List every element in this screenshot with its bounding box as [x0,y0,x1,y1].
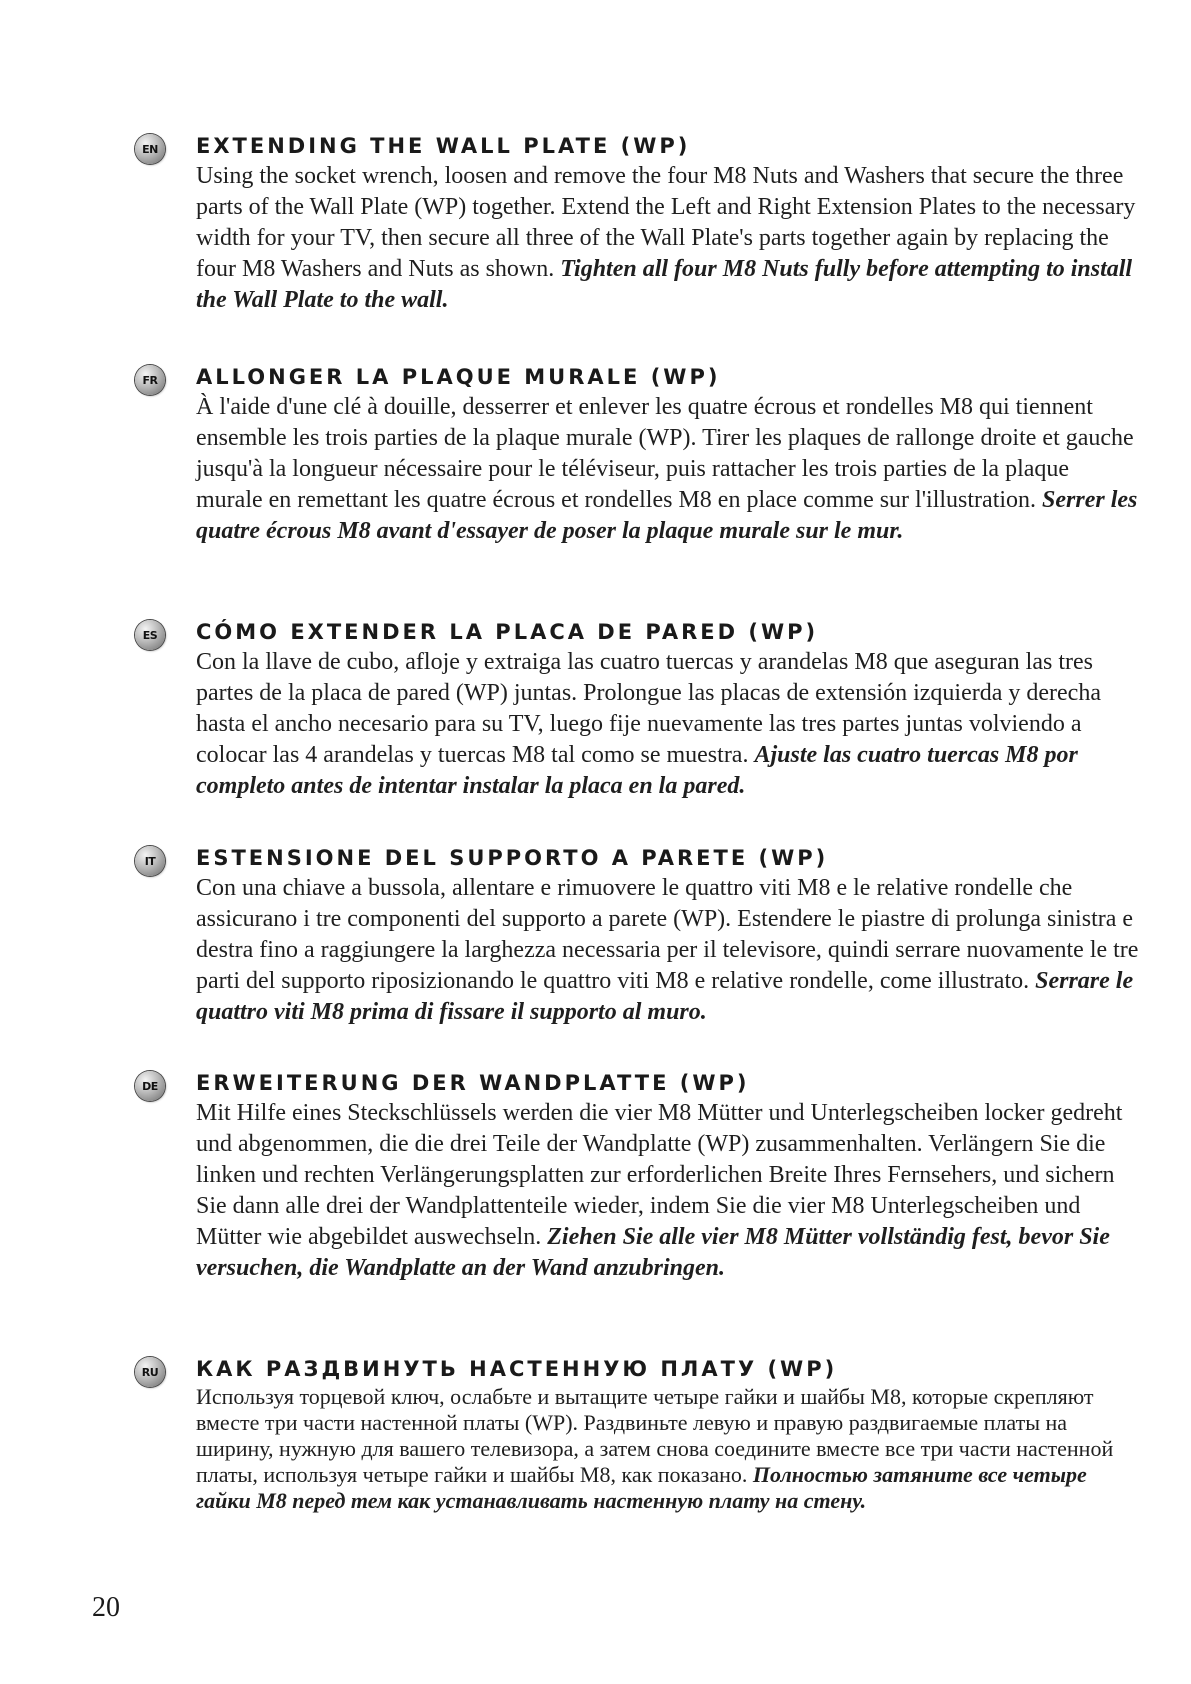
emphasis-text: Ajuste las cuatro tuercas M8 por completo antes de intentar instalar la placa en la pared. [196,742,1078,799]
page-number: 20 [92,1592,120,1623]
language-badge-es-icon: ES [135,620,165,650]
body-text: À l'aide d'une clé à douille, desserrer et enlever les quatre écrous et rondelles M8 qui tiennent ensemble les trois parties de la plaque murale (WP). Tirer les plaques de rallonge droite et gauche jusqu'à la longueur nécessaire pour le téléviseur, puis rattacher les trois parties de la plaque murale en remettant les quatre écrous et rondelles M8 en place comme sur l'illustration. [196,394,1134,513]
emphasis-text: Serrare le quattro viti M8 prima di fissare il supporto al muro. [196,968,1134,1025]
language-badge-de-icon: DE [135,1071,165,1101]
section-body [196,873,1141,1028]
emphasis-text: Полностью затяните все четыре гайки M8 перед тем как устанавливать настенную плату на стену. [196,1462,1087,1513]
body-text: Используя торцевой ключ, ослабьте и вытащите четыре гайки и шайбы M8, которые скрепляют вместе три части настенной платы (WP). Раздвиньте левую и правую раздвигаемые платы на ширину, нужную для вашего телевизора, а затем снова соедините вместе все три части настенной платы, используя четыре гайки и шайбы M8, как показано. [196,1384,1114,1487]
section-body [196,1098,1141,1284]
section-body [196,161,1141,316]
section-heading: ESTENSIONE DEL SUPPORTO A PARETE (WP) [196,846,829,870]
section-heading: ERWEITERUNG DER WANDPLATTE (WP) [196,1071,750,1095]
emphasis-text: Tighten all four M8 Nuts fully before attempting to install the Wall Plate to the wall. [196,256,1133,313]
section-body [196,392,1141,547]
section-heading: КАК РАЗДВИНУТЬ НАСТЕННУЮ ПЛАТУ (WP) [196,1357,838,1381]
emphasis-text: Serrer les quatre écrous M8 avant d'essayer de poser la plaque murale sur le mur. [196,487,1138,544]
section-body [196,647,1141,802]
section-body [196,1384,1141,1514]
section-heading: ALLONGER LA PLAQUE MURALE (WP) [196,365,721,389]
section-heading: CÓMO EXTENDER LA PLACA DE PARED (WP) [196,620,819,644]
language-badge-fr-icon: FR [135,365,165,395]
language-badge-it-icon: IT [135,846,165,876]
language-badge-ru-icon: RU [135,1357,165,1387]
emphasis-text: Ziehen Sie alle vier M8 Mütter vollständig fest, bevor Sie versuchen, die Wandplatte an der Wand anzubringen. [196,1224,1110,1281]
section-heading: EXTENDING THE WALL PLATE (WP) [196,134,691,158]
body-text: Con la llave de cubo, afloje y extraiga las cuatro tuercas y arandelas M8 que aseguran las tres partes de la placa de pared (WP) juntas. Prolongue las placas de extensión izquierda y derecha hasta el ancho necesario para su TV, luego fije nuevamente las tres partes juntas volviendo a colocar las 4 arandelas y tuercas M8 tal como se muestra. [196,649,1101,768]
body-text: Con una chiave a bussola, allentare e rimuovere le quattro viti M8 e le relative rondelle che assicurano i tre componenti del supporto a parete (WP). Estendere le piastre di prolunga sinistra e destra fino a raggiungere la larghezza necessaria per il televisore, quindi serrare nuovamente le tre parti del supporto riposizionando le quattro viti M8 e relative rondelle, come illustrato. [196,875,1139,994]
body-text: Mit Hilfe eines Steckschlüssels werden die vier M8 Mütter und Unterlegscheiben locker gedreht und abgenommen, die die drei Teile der Wandplatte (WP) zusammenhalten. Verlängern Sie die linken und rechten Verlängerungsplatten zur erforderlichen Breite Ihres Fernsehers, und sichern Sie dann alle drei der Wandplattenteile wieder, indem Sie die vier M8 Unterlegscheiben und Mütter wie abgebildet auswechseln. [196,1100,1123,1250]
language-badge-en-icon: EN [135,134,165,164]
body-text: Using the socket wrench, loosen and remove the four M8 Nuts and Washers that secure the three parts of the Wall Plate (WP) together. Extend the Left and Right Extension Plates to the necessary width for your TV, then secure all three of the Wall Plate's parts together again by replacing the four M8 Washers and Nuts as shown. [196,163,1136,282]
